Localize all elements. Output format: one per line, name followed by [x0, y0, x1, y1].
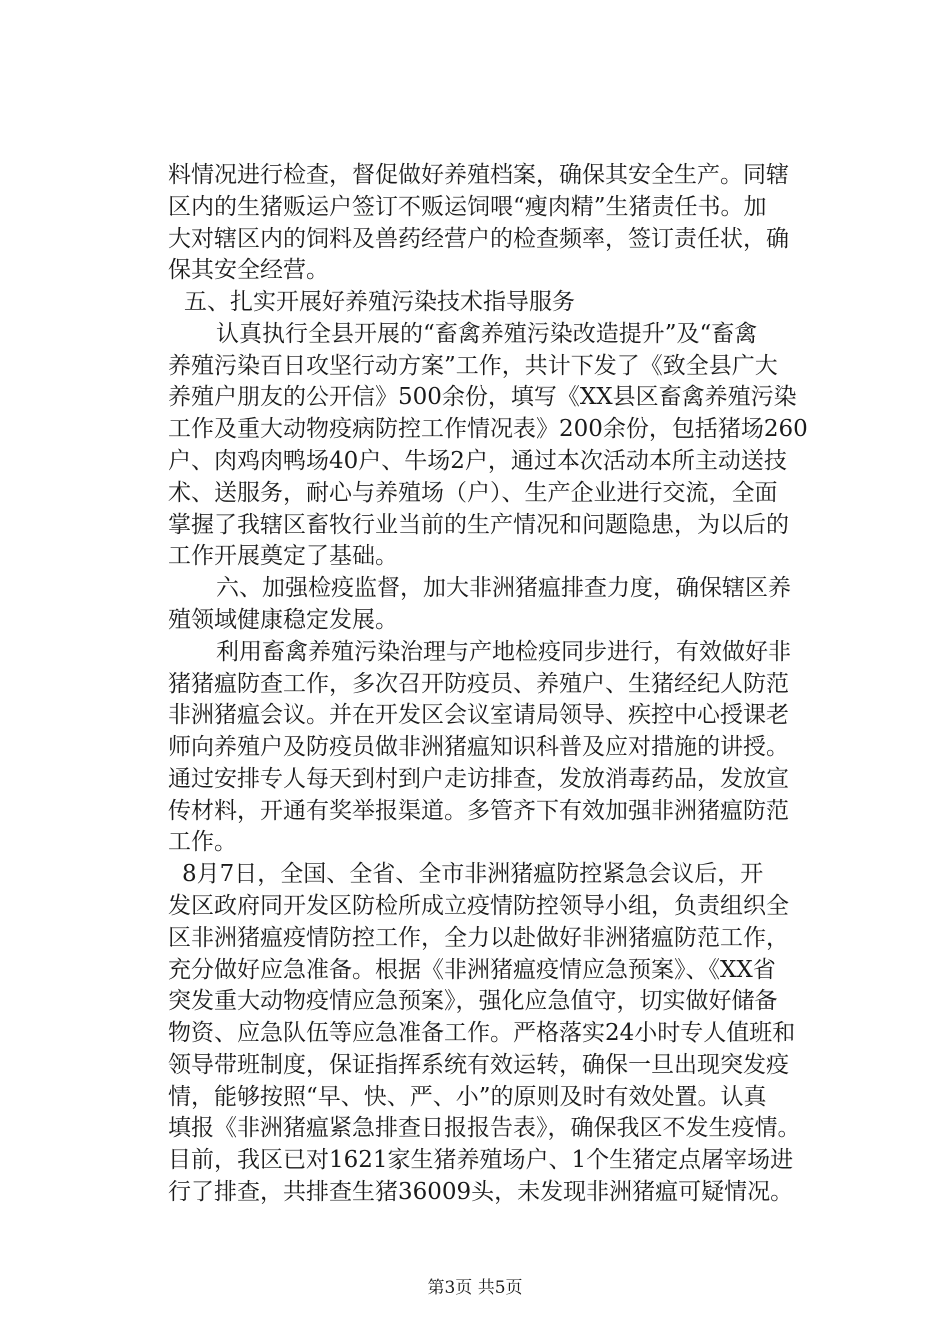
body-line: 养殖污染百日攻坚行动方案”工作，共计下发了《致全县广大 — [168, 353, 778, 379]
body-line: 术、送服务，耐心与养殖场（户）、生产企业进行交流，全面 — [168, 480, 778, 506]
body-line: 目前，我区已对1621家生猪养殖场户、1个生猪定点屠宰场进 — [168, 1147, 794, 1173]
body-line: 物资、应急队伍等应急准备工作。严格落实24小时专人值班和 — [168, 1020, 796, 1046]
body-line: 保其安全经营。 — [168, 257, 329, 283]
body-line: 料情况进行检查，督促做好养殖档案，确保其安全生产。同辖 — [168, 162, 789, 188]
body-line: 大对辖区内的饲料及兽药经营户的检查频率，签订责任状，确 — [168, 226, 789, 252]
body-line: 非洲猪瘟会议。并在开发区会议室请局领导、疾控中心授课老 — [168, 702, 789, 728]
body-line: 猪猪瘟防查工作，多次召开防疫员、养殖户、生猪经纪人防范 — [168, 671, 789, 697]
body-line: 情，能够按照“早、快、严、小”的原则及时有效处置。认真 — [168, 1084, 767, 1110]
body-line: 发区政府同开发区防检所成立疫情防控领导小组，负责组织全 — [168, 893, 789, 919]
section-heading: 五、扎实开展好养殖污染技术指导服务 — [184, 289, 575, 315]
body-line: 8月7日，全国、全省、全市非洲猪瘟防控紧急会议后，开 — [182, 861, 764, 887]
body-line: 师向养殖户及防疫员做非洲猪瘟知识科普及应对措施的讲授。 — [168, 734, 789, 760]
body-line: 利用畜禽养殖污染治理与产地检疫同步进行，有效做好非 — [216, 639, 791, 665]
page-number-footer: 第3页 共5页 — [427, 1278, 523, 1298]
body-line: 区内的生猪贩运户签订不贩运饲喂“瘦肉精”生猪责任书。加 — [168, 194, 767, 220]
body-line: 工作。 — [168, 829, 237, 855]
section-heading-continued: 殖领域健康稳定发展。 — [168, 607, 398, 633]
body-line: 突发重大动物疫情应急预案》，强化应急值守，切实做好储备 — [168, 988, 778, 1014]
body-line: 区非洲猪瘟疫情防控工作，全力以赴做好非洲猪瘟防范工作， — [168, 925, 789, 951]
body-line: 通过安排专人每天到村到户走访排查，发放消毒药品，发放宣 — [168, 766, 789, 792]
body-line: 填报《非洲猪瘟紧急排查日报报告表》，确保我区不发生疫情。 — [168, 1115, 801, 1141]
body-line: 领导带班制度，保证指挥系统有效运转，确保一旦出现突发疫 — [168, 1052, 789, 1078]
body-line: 充分做好应急准备。根据《非洲猪瘟疫情应急预案》、《XX省 — [168, 957, 776, 983]
body-line: 行了排查，共排查生猪36009头，未发现非洲猪瘟可疑情况。 — [168, 1179, 794, 1205]
body-line: 养殖户朋友的公开信》500余份，填写《XX县区畜禽养殖污染 — [168, 384, 797, 410]
body-line: 工作开展奠定了基础。 — [168, 543, 398, 569]
section-heading: 六、加强检疫监督，加大非洲猪瘟排查力度，确保辖区养 — [216, 575, 791, 601]
body-line: 工作及重大动物疫病防控工作情况表》200余份，包括猪场260 — [168, 416, 808, 442]
body-line: 认真执行全县开展的“畜禽养殖污染改造提升”及“畜禽 — [216, 321, 758, 347]
body-line: 掌握了我辖区畜牧行业当前的生产情况和问题隐患，为以后的 — [168, 512, 789, 538]
body-line: 户、肉鸡肉鸭场40户、牛场2户，通过本次活动本所主动送技 — [168, 448, 787, 474]
body-line: 传材料，开通有奖举报渠道。多管齐下有效加强非洲猪瘟防范 — [168, 798, 789, 824]
